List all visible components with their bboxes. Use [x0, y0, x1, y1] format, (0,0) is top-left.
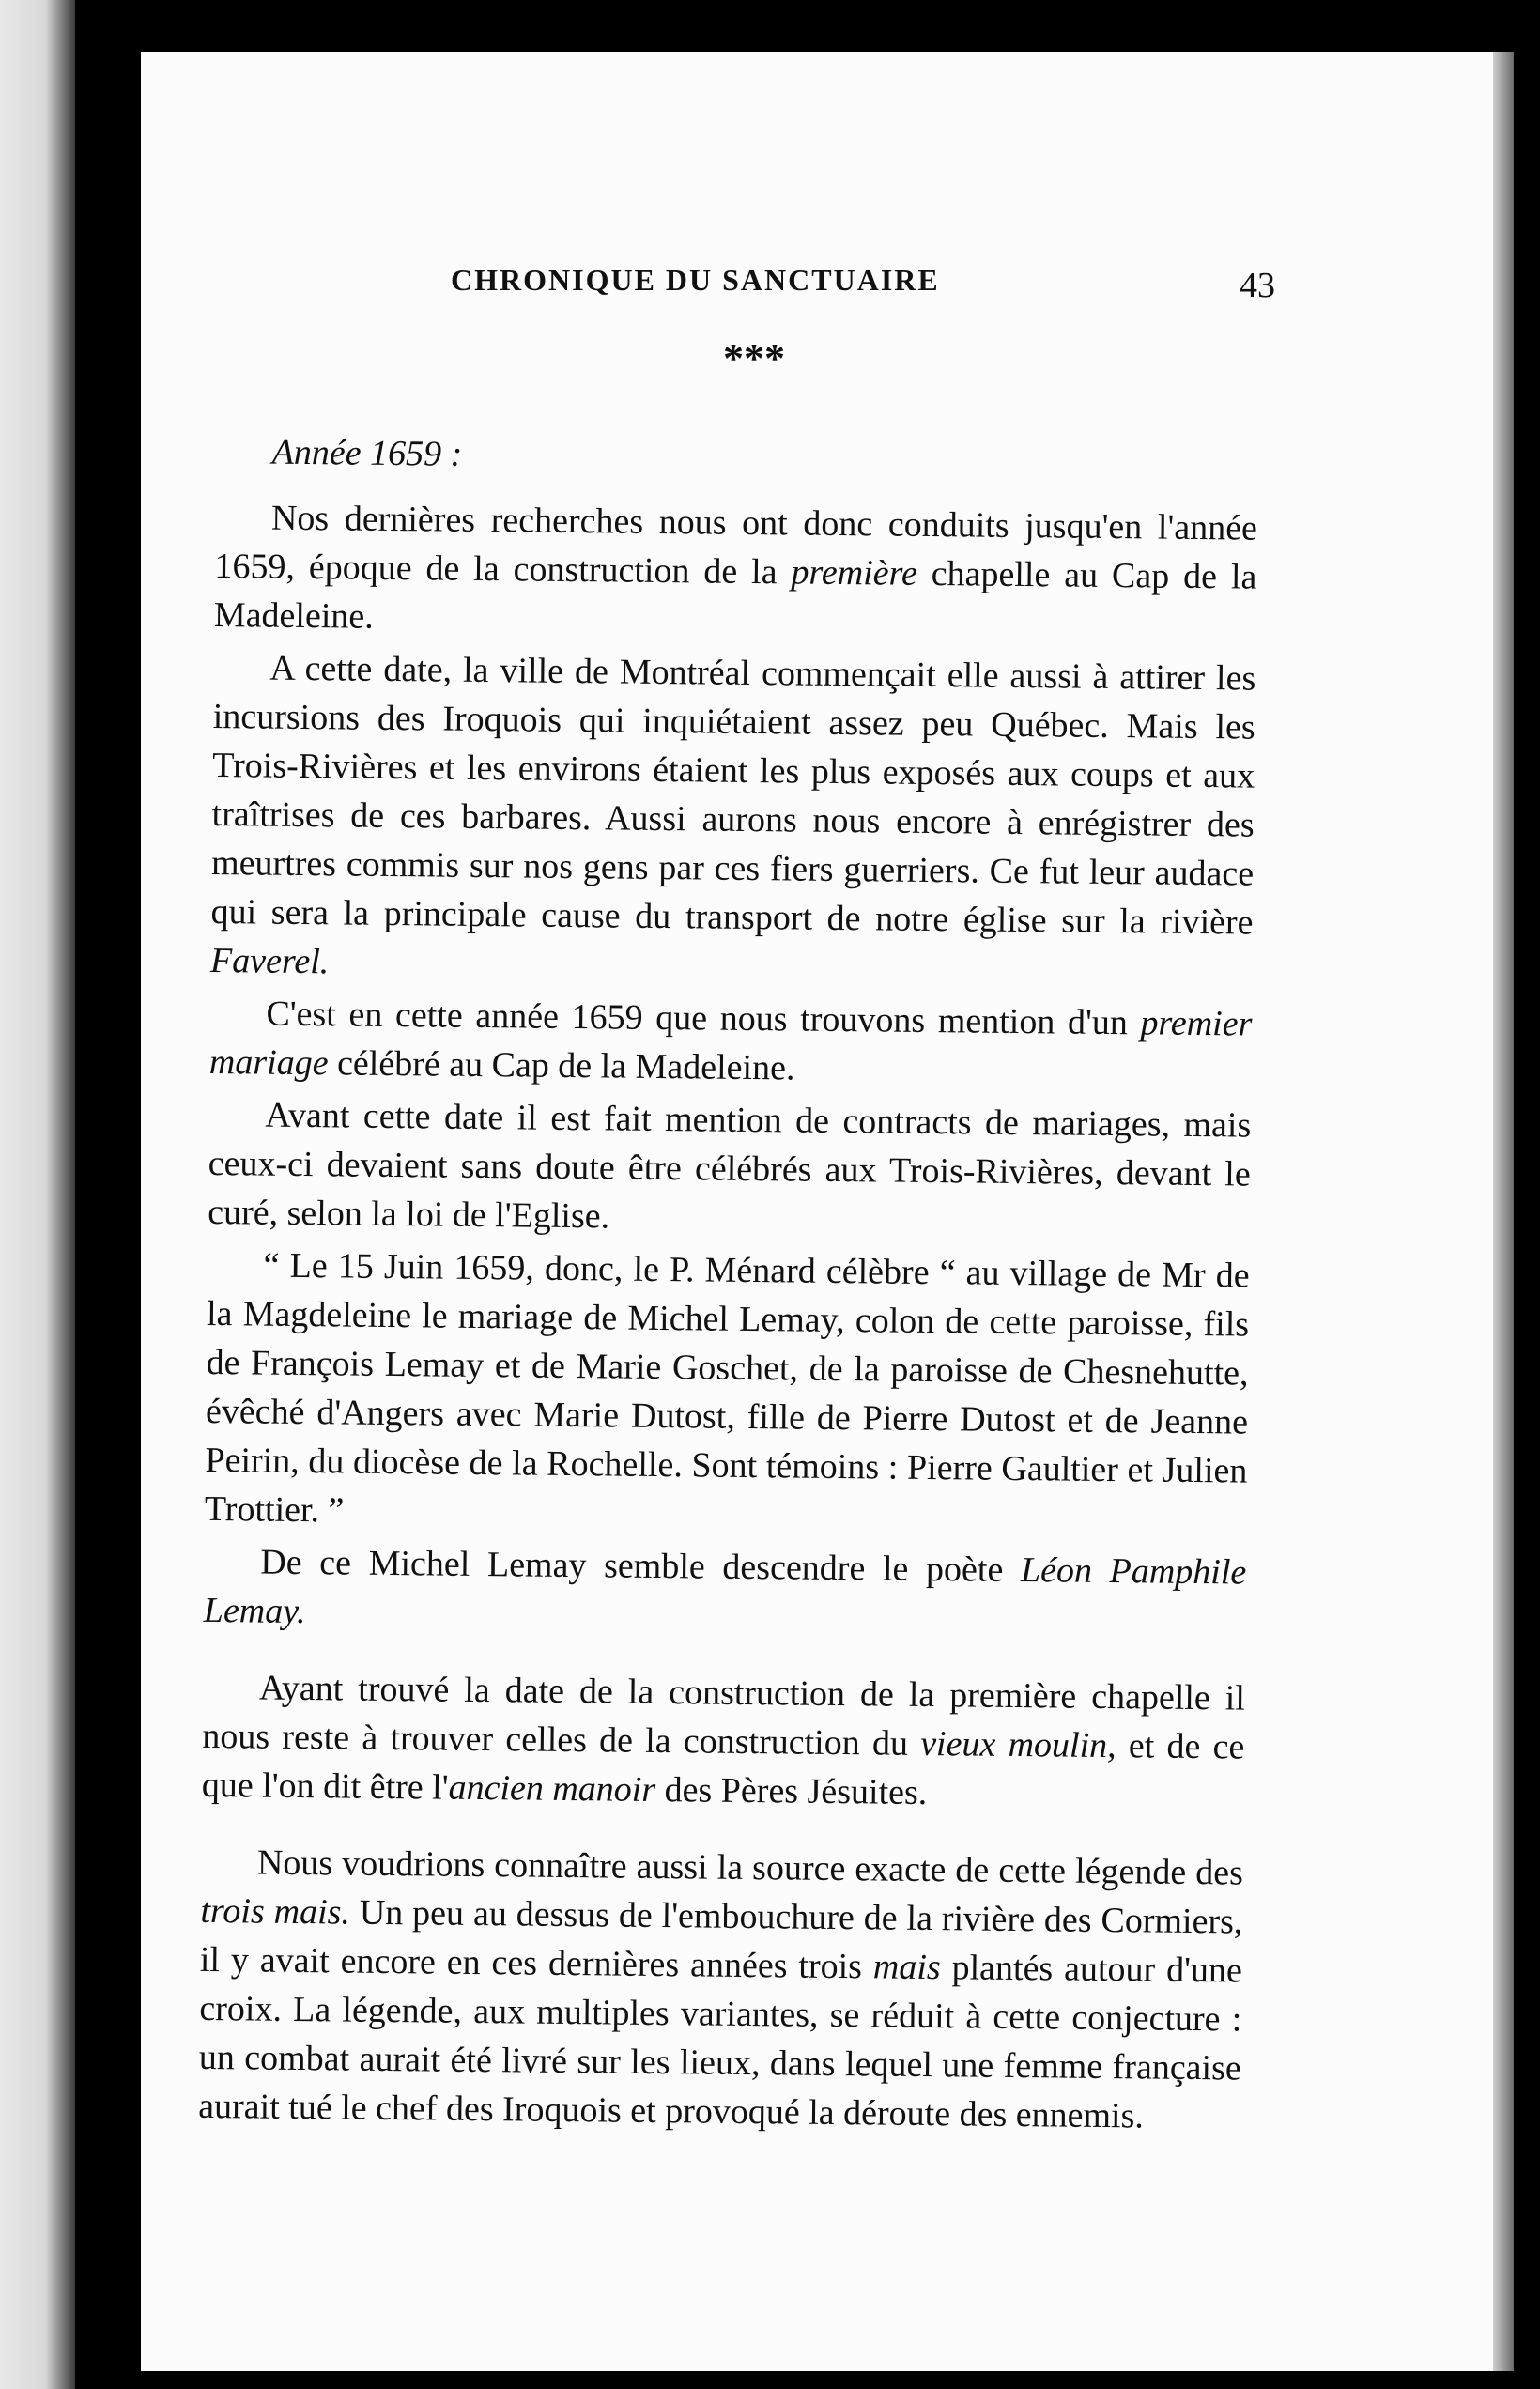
paragraph-7 — [202, 1663, 1246, 1821]
body-text — [198, 427, 1258, 2142]
paragraph-text: chapelle au Cap de la Madeleine. — [213, 553, 1257, 637]
section-title: Année 1659 : — [271, 432, 463, 474]
paragraph-5 — [205, 1241, 1250, 1545]
paragraph-text: Nos dernières recherches nous ont donc conduits jusqu'en l'année 1659, époque de la construction de la — [214, 498, 1258, 593]
paragraph-text: C'est en cette année 1659 que nous trouvons mention d'un — [266, 994, 1141, 1043]
section-asterism: *** — [723, 335, 785, 381]
paragraph-1 — [214, 493, 1258, 651]
paragraph-4 — [208, 1090, 1252, 1248]
emphasis-text: ancien manoir — [448, 1767, 656, 1810]
page — [141, 52, 1493, 2371]
paragraph-2 — [210, 643, 1256, 996]
emphasis-text: Faverel. — [209, 940, 330, 982]
emphasis-text: mais — [872, 1947, 941, 1988]
page-edge-shadow — [1493, 52, 1514, 2371]
emphasis-text: trois mais. — [200, 1890, 351, 1933]
emphasis-text: premier mariage — [208, 1003, 1253, 1084]
page-number: 43 — [1240, 266, 1275, 305]
facing-page-edge — [0, 0, 75, 2389]
paragraph-text: “ Le 15 Juin 1659, donc, le P. Ménard célèbre “ au village de Mr de la Magdeleine le mariage de Michel Lemay, colon de cette paroisse, fils de François Lemay et de Marie Goschet, de la paroisse de Chesnehutte, évêché d'Angers avec Marie Dutost, fille de Pierre Dutost et de Jeanne Peirin, du diocèse de la Rochelle. Sont témoins : Pierre Gaultier et Julien Trottier. ” — [204, 1245, 1250, 1531]
paragraph-text: Avant cette date il est fait mention de contracts de mariages, mais ceux-ci devaient sans doute être célébrés aux Trois-Rivières, devant le curé, selon la loi de l'Eglise. — [208, 1095, 1252, 1237]
paragraph-3 — [209, 989, 1253, 1098]
paragraph-text: des Pères Jésuites. — [654, 1769, 928, 1813]
emphasis-text: Léon Pamphile Lemay. — [203, 1550, 1247, 1632]
emphasis-text: première — [791, 552, 918, 593]
paragraph-6 — [204, 1537, 1247, 1646]
paragraph-text: et de ce que l'on dit être l' — [201, 1726, 1245, 1808]
emphasis-text: vieux moulin, — [919, 1723, 1116, 1766]
paragraph-text: célébré au Cap de la Madeleine. — [328, 1043, 795, 1088]
paragraph-text: A cette date, la ville de Montréal commençait elle aussi à attirer les incursions des Iroquois qui inquiétaient assez peu Québec. Mais les Trois-Rivières et les environs étaient les plus exposés aux coups et aux traîtrises de ces barbares. Aussi aurons nous encore à enrégistrer des meurtres commis sur nos gens par ces fiers guerriers. Ce fut leur audace qui sera la principale cause du transport de notre église sur la rivière — [210, 648, 1256, 943]
paragraph-text: Nous voudrions connaître aussi la source exacte de cette légende des — [256, 1842, 1244, 1893]
page-header — [141, 263, 1493, 319]
paragraph-text: plantés autour d'une croix. La légende, aux multiples variantes, se réduit à cette conjecture : un combat aurait été livré sur les lieux, dans lequel une femme française aurait tué le chef des Iroquois et provoqué la déroute des ennemis. — [198, 1948, 1243, 2136]
paragraph-text: Un peu au dessus de l'embouchure de la rivière des Cormiers, il y avait encore en ces dernières années trois — [199, 1892, 1243, 1987]
paragraph-text: Ayant trouvé la date de la construction de la première chapelle il nous reste à trouver celles de la construction du — [202, 1668, 1246, 1764]
running-head: CHRONIQUE DU SANCTUAIRE — [451, 263, 940, 297]
paragraph-8 — [198, 1838, 1243, 2142]
paragraph-text: De ce Michel Lemay semble descendre le poète — [260, 1542, 1022, 1591]
